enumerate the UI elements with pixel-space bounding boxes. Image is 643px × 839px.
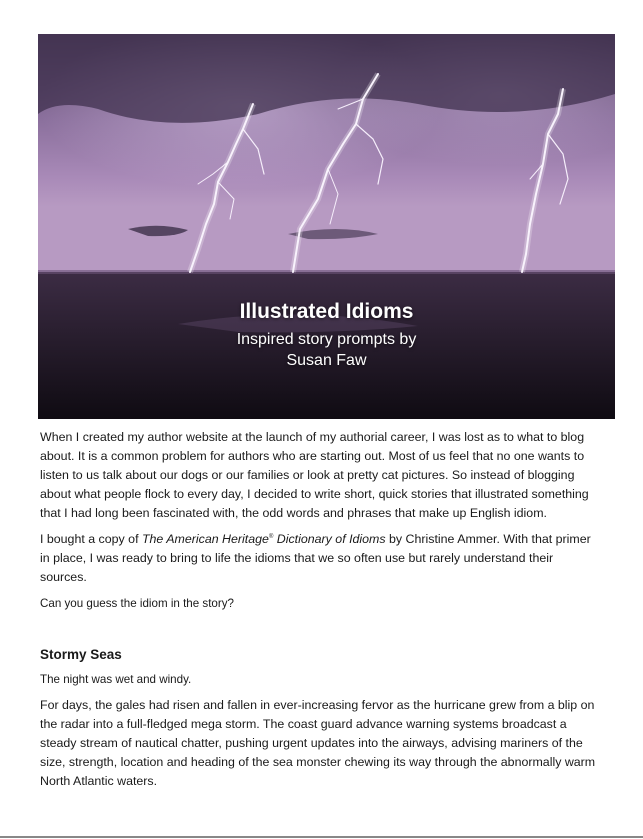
story-opening: The night was wet and windy. (40, 673, 192, 686)
book-subtitle-line1: Inspired story prompts by (236, 331, 417, 348)
paragraph-text: I bought a copy of (40, 532, 142, 546)
hero-image (38, 34, 615, 419)
document-body (40, 428, 600, 798)
story-paragraph: For days, the gales had risen and fallen in ever-increasing fervor as the hurricane grew from a blip on the radar into a full-fledged mega storm. The coast guard advance warning systems broadcast a steady stream of nautical chatter, pushing urgent updates into the airways, advising mariners of the size, strength, location and heading of the sea monster chewing its way through the abnormally warm North Atlantic waters. (40, 698, 596, 788)
paragraph-text: by Christine Ammer. With that primer in place, I was ready to bring to life the idioms that we so often use but rarely understand their sources. (40, 532, 591, 584)
book-title-text: The American Heritage (141, 532, 269, 546)
page-divider (0, 836, 643, 838)
registered-mark: ® (268, 533, 274, 540)
book-title-rest: Dictionary of Idioms (273, 532, 386, 546)
idiom-question: Can you guess the idiom in the story? (40, 597, 234, 610)
story-heading: Stormy Seas (40, 647, 122, 662)
author-name: Susan Faw (286, 352, 367, 369)
intro-paragraph-2 (40, 530, 600, 587)
hero-caption (38, 299, 615, 371)
book-reference (142, 532, 386, 546)
book-title: Illustrated Idioms (239, 300, 414, 323)
intro-paragraph-1: When I created my author website at the launch of my authorial career, I was lost as to what to blog about. It is a common problem for authors who are starting out. Most of us feel that no one wants to listen to us talk about our dogs or our families or look at pretty cat pictures. So instead of blogging about what people flock to every day, I decided to write short, quick stories that illustrated something that I had long been fascinated with, the odd words and phrases that make up English idiom. (40, 430, 589, 520)
